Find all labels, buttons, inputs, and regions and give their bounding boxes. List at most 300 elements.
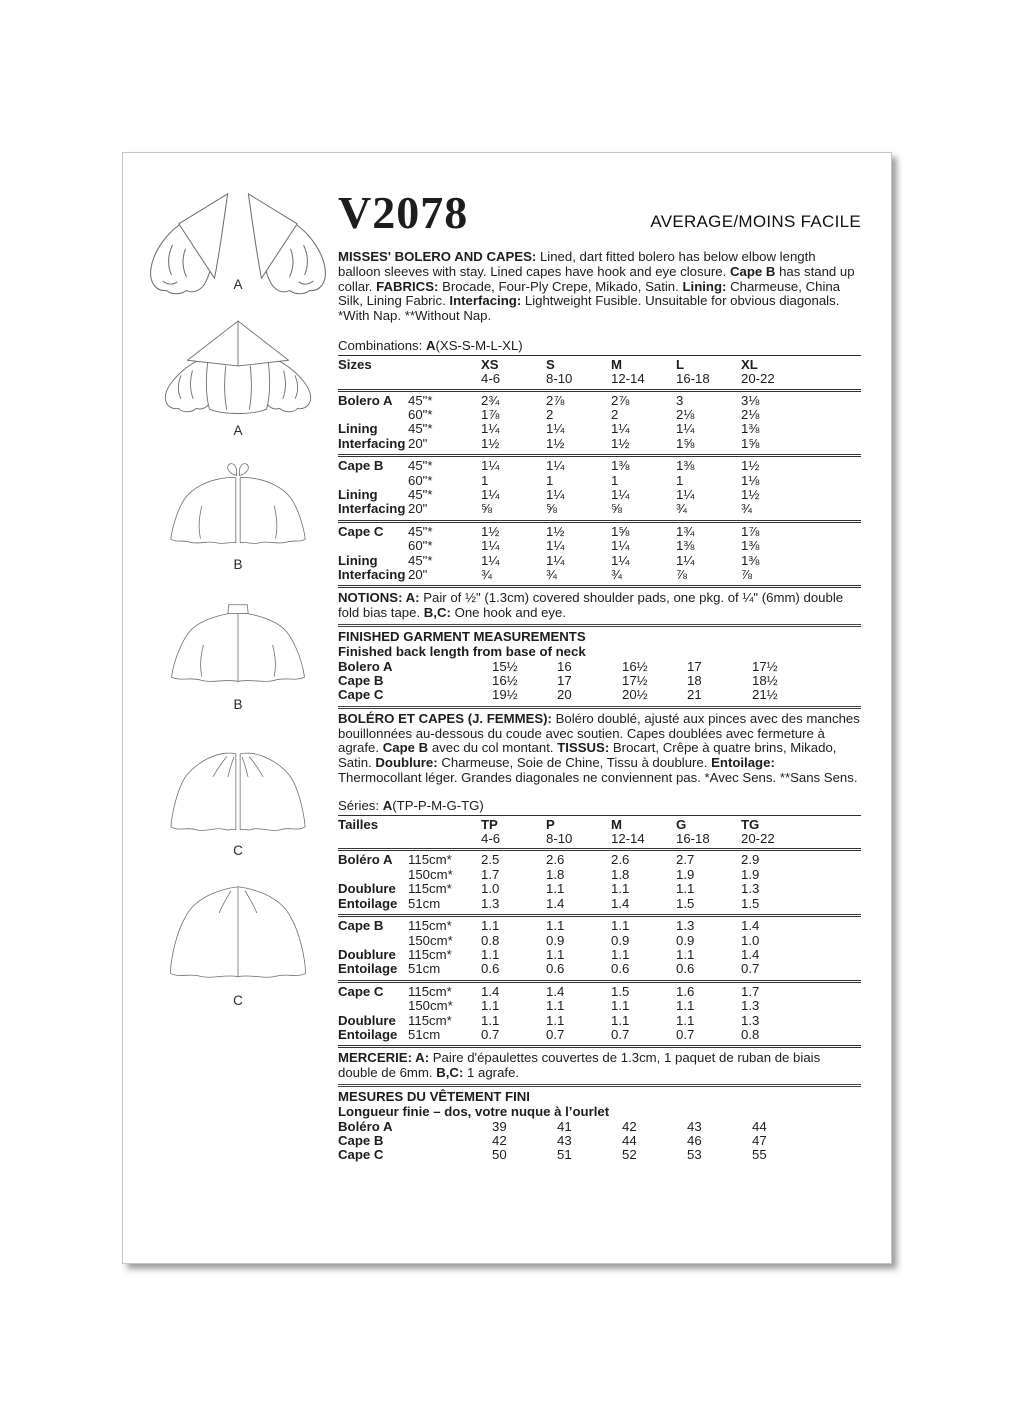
sizes-label: Tailles <box>338 816 379 832</box>
series-sizes: (TP-P-M-G-TG) <box>392 797 484 813</box>
figure-label: B <box>233 697 243 712</box>
series-view: A <box>382 797 393 813</box>
yardage-value: 1½ <box>546 523 565 539</box>
text-segment: Lined, dart fitted bolero has below elbow length balloon sleeves with stay. Lined capes have hook and eye closure. <box>338 249 816 279</box>
row-label <box>338 408 408 422</box>
text-segment: NOTIONS: A: <box>338 590 424 606</box>
yardage-value: 2⅞ <box>546 392 565 408</box>
yardage-value: 1.1 <box>481 1012 500 1028</box>
text-segment: Lining: <box>682 278 731 294</box>
fabric-width: 115cm* <box>408 881 452 897</box>
text-segment: One hook and eye. <box>454 605 567 621</box>
size-name: S <box>546 356 555 372</box>
garment-label: Bolero A <box>338 658 393 674</box>
fabric-width: 60"* <box>408 472 433 488</box>
series-prefix: Séries: <box>338 797 383 813</box>
row-label: Lining <box>338 421 378 437</box>
yardage-value: 1 <box>611 472 619 488</box>
combinations-prefix: Combinations: <box>338 337 426 353</box>
size-range: 12-14 <box>611 371 645 387</box>
yardage-group <box>338 520 861 586</box>
description-english <box>338 250 861 324</box>
row-label: Bolero A <box>338 392 393 408</box>
yardage-group <box>338 980 861 1046</box>
measurement-value: 19½ <box>492 687 518 703</box>
cape-c-front-line-art <box>137 741 339 841</box>
yardage-row <box>338 919 861 933</box>
measurement-value: 18½ <box>752 673 778 689</box>
text-segment: 1 agrafe. <box>467 1065 520 1081</box>
yardage-value: ¾ <box>481 567 492 583</box>
yardage-value: 1¼ <box>481 458 500 474</box>
measurement-row <box>338 660 861 674</box>
yardage-value: 2¾ <box>481 392 500 408</box>
yardage-row <box>338 474 861 488</box>
yardage-value: 1¼ <box>481 487 500 503</box>
yardage-value: 0.7 <box>611 1026 630 1042</box>
text-segment: Brocart, Crêpe à quatre brins, Mikado, Satin. <box>338 740 837 771</box>
row-label <box>338 539 408 553</box>
yardage-value: 1.3 <box>676 918 695 934</box>
yardage-value: 3⅛ <box>741 392 760 408</box>
yardage-value: 2⅛ <box>741 407 760 422</box>
row-label: Entoilage <box>338 961 398 977</box>
notions-english <box>338 588 861 624</box>
row-label <box>338 934 408 948</box>
yardage-value: 1.1 <box>611 1012 630 1028</box>
yardage-group <box>338 454 861 520</box>
fabric-width: 150cm* <box>408 998 453 1014</box>
fabric-width: 51cm <box>408 961 441 977</box>
measurement-row <box>338 674 861 688</box>
yardage-value: 1.3 <box>741 998 760 1014</box>
size-name: P <box>546 816 555 832</box>
figure-label: A <box>233 423 243 438</box>
yardage-row <box>338 897 861 911</box>
fabric-width: 115cm* <box>408 1012 452 1028</box>
measurement-value: 55 <box>752 1147 767 1163</box>
measurement-value: 47 <box>752 1132 767 1148</box>
yardage-value: 2 <box>546 407 554 422</box>
yardage-value: 1¼ <box>611 487 630 503</box>
bolero-a-back-line-art <box>137 317 339 419</box>
yardage-value: 1¼ <box>676 487 695 503</box>
yardage-value: 2.7 <box>676 852 695 868</box>
yardage-value: ¾ <box>546 567 557 583</box>
yardage-group <box>338 392 861 455</box>
yardage-row <box>338 568 861 582</box>
fabric-width: 115cm* <box>408 918 452 934</box>
fabric-width: 45"* <box>408 523 433 539</box>
yardage-value: 1.1 <box>546 881 565 897</box>
yardage-value: ¾ <box>611 567 622 583</box>
row-label: Interfacing <box>338 501 406 517</box>
yardage-row <box>338 985 861 999</box>
text-segment: Boléro doublé, ajusté aux pinces avec des manches bouillonnées au-dessous du coude avec soutien. Capes doublées avec fermeture à agrafe. <box>338 710 860 756</box>
measurement-value: 52 <box>622 1147 637 1163</box>
yardage-value: 1⅜ <box>611 458 630 474</box>
yardage-value: 1⅝ <box>611 523 630 539</box>
measurement-value: 17½ <box>622 673 648 689</box>
pattern-number: V2078 <box>338 187 469 238</box>
row-label: Cape C <box>338 523 384 539</box>
figure-cape-c-front <box>137 741 339 857</box>
size-name: L <box>676 356 685 372</box>
yardage-value: 1.4 <box>611 895 630 911</box>
combinations-sizes: (XS-S-M-L-XL) <box>435 337 523 353</box>
yardage-value: ¾ <box>676 501 687 517</box>
spacer <box>338 832 481 846</box>
size-range: 16-18 <box>676 371 710 387</box>
yardage-value: 1¼ <box>481 421 500 437</box>
size-name: TG <box>741 816 760 832</box>
row-label <box>338 474 408 488</box>
yardage-value: 1.9 <box>676 866 695 882</box>
yardage-value: 1.0 <box>481 881 500 897</box>
size-range: 12-14 <box>611 831 645 847</box>
cape-c-back-line-art <box>137 881 339 989</box>
yardage-value: 0.6 <box>676 961 695 977</box>
measurement-value: 17 <box>687 658 702 674</box>
yardage-value: ⅞ <box>676 567 687 583</box>
row-label: Doublure <box>338 946 396 962</box>
yardage-value: 1⅞ <box>481 407 500 422</box>
fabric-width: 115cm* <box>408 852 452 868</box>
text-segment: Charmeuse, Soie de Chine, Tissu à doublure. <box>441 755 712 771</box>
size-header <box>338 816 861 852</box>
size-name: XS <box>481 356 499 372</box>
yardage-value: 1.4 <box>546 983 565 999</box>
yardage-value: 1.4 <box>741 946 760 962</box>
yardage-row <box>338 394 861 408</box>
size-name-row <box>338 358 861 372</box>
yardage-row <box>338 488 861 502</box>
yardage-value: 1½ <box>611 435 630 451</box>
row-label: Interfacing <box>338 435 406 451</box>
measurement-value: 16 <box>557 658 572 674</box>
yardage-value: 0.7 <box>676 1026 695 1042</box>
yardage-value: ¾ <box>741 501 752 517</box>
yardage-row <box>338 948 861 962</box>
yardage-value: 1½ <box>546 435 565 451</box>
text-segment: FABRICS: <box>376 278 443 294</box>
yardage-value: 3 <box>676 392 684 408</box>
text-segment: Charmeuse, China Silk, Lining Fabric. <box>338 278 841 309</box>
text-segment: avec du col montant. <box>428 740 558 756</box>
mesures-subtitle: Longueur finie – dos, votre nuque à l’ourlet <box>338 1103 610 1119</box>
yardage-value: 1.8 <box>546 866 565 882</box>
garment-label: Cape B <box>338 673 384 689</box>
size-range: 16-18 <box>676 831 710 847</box>
yardage-value: 1.5 <box>741 895 760 911</box>
yardage-value: 0.9 <box>676 932 695 948</box>
yardage-value: 1.4 <box>546 895 565 911</box>
yardage-row <box>338 408 861 422</box>
yardage-value: 0.7 <box>481 1026 500 1042</box>
yardage-value: 1⅜ <box>741 421 760 437</box>
spacer <box>338 372 481 386</box>
yardage-value: 1.1 <box>676 1012 695 1028</box>
measurement-value: 21 <box>687 687 702 703</box>
measurement-value: 50 <box>492 1147 507 1163</box>
size-name: XL <box>741 356 758 372</box>
row-label: Doublure <box>338 881 396 897</box>
figure-cape-b-back <box>137 599 339 711</box>
text-segment: Entoilage: <box>711 755 775 771</box>
fabric-width: 60"* <box>408 407 433 422</box>
yardage-value: 1⅜ <box>741 538 760 554</box>
text-segment: Thermocollant léger. Grandes diagonales ne conviennent pas. *Avec Sens. **Sans Sens. <box>338 770 858 786</box>
yardage-value: 1.1 <box>546 1012 565 1028</box>
row-label <box>338 868 408 882</box>
yardage-value: 1⅝ <box>676 435 695 451</box>
text-segment: Cape B <box>382 740 429 756</box>
yardage-value: 1¼ <box>546 421 565 437</box>
text-segment: MISSES' BOLERO AND CAPES: <box>338 249 540 264</box>
yardage-value: 1¼ <box>546 458 565 474</box>
text-segment: Cape B <box>729 263 776 279</box>
measurement-value: 17 <box>557 673 572 689</box>
yardage-value: 1¼ <box>611 421 630 437</box>
fabric-width: 45"* <box>408 392 433 408</box>
yardage-value: 1.1 <box>611 918 630 934</box>
yardage-value: 1⅝ <box>741 435 760 451</box>
yardage-table-english <box>338 356 861 589</box>
yardage-value: 1.3 <box>481 895 500 911</box>
fabric-width: 51cm <box>408 1026 441 1042</box>
measurement-value: 16½ <box>492 673 518 689</box>
yardage-value: 2.5 <box>481 852 500 868</box>
yardage-value: 2.6 <box>611 852 630 868</box>
measurement-value: 51 <box>557 1147 572 1163</box>
yardage-row <box>338 882 861 896</box>
figure-bolero-a-back <box>137 317 339 437</box>
text-segment: Lightweight Fusible. Unsuitable for obvious diagonals. *With Nap. **Without Nap. <box>338 293 840 324</box>
yardage-group <box>338 914 861 980</box>
measurement-value: 16½ <box>622 658 648 674</box>
text-segment: B,C: <box>436 1065 468 1081</box>
text-segment: TISSUS: <box>557 740 613 756</box>
yardage-row <box>338 437 861 451</box>
yardage-value: 1¼ <box>611 538 630 554</box>
yardage-value: 1¾ <box>676 523 695 539</box>
yardage-value: 1¼ <box>676 552 695 568</box>
yardage-value: 0.9 <box>546 932 565 948</box>
size-range: 4-6 <box>481 371 501 387</box>
figure-label: C <box>233 993 243 1008</box>
measurement-value: 17½ <box>752 658 778 674</box>
yardage-value: 1.3 <box>741 1012 760 1028</box>
fabric-width: 45"* <box>408 458 433 474</box>
yardage-row <box>338 1014 861 1028</box>
yardage-value: 2.9 <box>741 852 760 868</box>
row-label: Boléro A <box>338 852 393 868</box>
yardage-row <box>338 459 861 473</box>
yardage-row <box>338 962 861 976</box>
yardage-value: 1½ <box>481 523 500 539</box>
fabric-width: 60"* <box>408 538 433 554</box>
measurement-value: 20½ <box>622 687 648 703</box>
yardage-value: 1.1 <box>676 881 695 897</box>
yardage-value: 1 <box>481 472 489 488</box>
garment-label: Boléro A <box>338 1118 393 1134</box>
text-segment: BOLÉRO ET CAPES (J. FEMMES): <box>338 710 556 726</box>
yardage-group <box>338 851 861 914</box>
fabric-width: 115cm* <box>408 983 452 999</box>
yardage-value: 1.0 <box>741 932 760 948</box>
combinations-view: A <box>425 337 436 353</box>
yardage-row <box>338 999 861 1013</box>
row-label: Cape C <box>338 983 384 999</box>
yardage-value: ⅝ <box>481 501 492 517</box>
fabric-width: 115cm* <box>408 946 452 962</box>
fabric-width: 20" <box>408 567 428 583</box>
fabric-width: 51cm <box>408 895 441 911</box>
yardage-value: 0.9 <box>611 932 630 948</box>
yardage-value: 1.7 <box>481 866 500 882</box>
yardage-value: 1.4 <box>481 983 500 999</box>
yardage-row <box>338 1028 861 1042</box>
yardage-value: 0.8 <box>481 932 500 948</box>
size-range: 20-22 <box>741 831 775 847</box>
row-label: Doublure <box>338 1012 396 1028</box>
measurement-row <box>338 1134 861 1148</box>
size-name: M <box>611 356 622 372</box>
size-range-row <box>338 372 861 386</box>
yardage-value: 1⅜ <box>676 458 695 474</box>
garment-label: Cape B <box>338 1132 384 1148</box>
fabric-width: 45"* <box>408 421 433 437</box>
yardage-value: 1¼ <box>611 552 630 568</box>
cape-b-front-line-art <box>137 461 339 555</box>
measurement-value: 43 <box>687 1118 702 1134</box>
mesures-title: MESURES DU VÊTEMENT FINI <box>338 1088 530 1104</box>
yardage-value: 1½ <box>481 435 500 451</box>
yardage-value: ⅝ <box>611 501 622 517</box>
finished-subtitle: Finished back length from base of neck <box>338 643 586 659</box>
yardage-row <box>338 934 861 948</box>
yardage-value: 1.1 <box>611 998 630 1014</box>
combinations-line <box>338 339 861 356</box>
yardage-value: 0.6 <box>546 961 565 977</box>
size-name: M <box>611 816 622 832</box>
mesures-rows <box>338 1120 861 1163</box>
yardage-value: 1.1 <box>546 998 565 1014</box>
yardage-value: 1.5 <box>611 983 630 999</box>
measurement-value: 20 <box>557 687 572 703</box>
yardage-value: 0.7 <box>741 961 760 977</box>
row-label: Entoilage <box>338 895 398 911</box>
finished-measurements-french <box>338 1084 861 1163</box>
figure-label: A <box>233 277 243 292</box>
yardage-value: 1.1 <box>676 946 695 962</box>
text-segment: has stand up collar. <box>338 263 855 294</box>
figure-label: B <box>233 557 243 572</box>
yardage-value: 0.6 <box>611 961 630 977</box>
yardage-row <box>338 422 861 436</box>
finished-measurements-english <box>338 624 861 706</box>
yardage-value: 1¼ <box>481 552 500 568</box>
measurement-row <box>338 1120 861 1134</box>
yardage-value: 1.8 <box>611 866 630 882</box>
size-range: 20-22 <box>741 371 775 387</box>
yardage-value: 1.3 <box>741 881 760 897</box>
measurement-value: 41 <box>557 1118 572 1134</box>
row-label: Lining <box>338 487 378 503</box>
garment-illustrations <box>137 153 339 1263</box>
row-label <box>338 999 408 1013</box>
title-row <box>338 183 861 237</box>
row-label: Cape B <box>338 458 384 474</box>
figure-cape-b-front <box>137 461 339 573</box>
description-french <box>338 706 861 786</box>
measurement-value: 42 <box>622 1118 637 1134</box>
text-segment: Doublure: <box>375 755 442 771</box>
pattern-envelope-back-page <box>122 152 892 1264</box>
yardage-value: 1.1 <box>546 918 565 934</box>
yardage-value: 1.5 <box>676 895 695 911</box>
size-header <box>338 356 861 392</box>
measurement-value: 39 <box>492 1118 507 1134</box>
fabric-width: 45"* <box>408 487 433 503</box>
row-label: Interfacing <box>338 567 406 583</box>
measurement-row <box>338 1148 861 1162</box>
yardage-row <box>338 554 861 568</box>
yardage-row <box>338 868 861 882</box>
yardage-value: 1 <box>676 472 684 488</box>
yardage-value: 1⅜ <box>676 538 695 554</box>
figure-bolero-a-front <box>137 191 339 303</box>
series-line <box>338 799 861 816</box>
size-name: TP <box>481 816 498 832</box>
yardage-value: 1.9 <box>741 866 760 882</box>
yardage-value: 1.1 <box>676 998 695 1014</box>
fabric-width: 20" <box>408 501 428 517</box>
yardage-value: 1.7 <box>741 983 760 999</box>
yardage-value: 0.6 <box>481 961 500 977</box>
size-name: G <box>676 816 687 832</box>
yardage-value: 1¼ <box>546 538 565 554</box>
yardage-value: 0.8 <box>741 1026 760 1042</box>
yardage-value: 1¼ <box>546 487 565 503</box>
text-segment: Brocade, Four-Ply Crepe, Mikado, Satin. <box>442 278 683 294</box>
measurement-value: 44 <box>752 1118 767 1134</box>
text-segment: B,C: <box>423 605 455 621</box>
yardage-value: 0.7 <box>546 1026 565 1042</box>
fabric-width: 150cm* <box>408 866 453 882</box>
yardage-value: 1½ <box>741 487 760 503</box>
yardage-value: 1.1 <box>611 946 630 962</box>
yardage-table-french <box>338 816 861 1049</box>
yardage-row <box>338 525 861 539</box>
yardage-value: 1½ <box>741 458 760 474</box>
yardage-row <box>338 539 861 553</box>
cape-b-back-line-art <box>137 599 339 693</box>
finished-title: FINISHED GARMENT MEASUREMENTS <box>338 629 586 645</box>
measurement-value: 42 <box>492 1132 507 1148</box>
fabric-width: 45"* <box>408 552 433 568</box>
measurement-value: 43 <box>557 1132 572 1148</box>
garment-label: Cape C <box>338 687 384 703</box>
fabric-width: 150cm* <box>408 932 453 948</box>
yardage-value: 2⅛ <box>676 407 695 422</box>
finished-rows <box>338 660 861 703</box>
size-range: 4-6 <box>481 831 501 847</box>
text-column <box>338 153 861 1163</box>
text-segment: Paire d'épaulettes couvertes de 1.3cm, 1 paquet de ruban de biais double de 6mm. <box>338 1050 821 1081</box>
yardage-value: ⅝ <box>546 501 557 517</box>
yardage-value: 1¼ <box>676 421 695 437</box>
